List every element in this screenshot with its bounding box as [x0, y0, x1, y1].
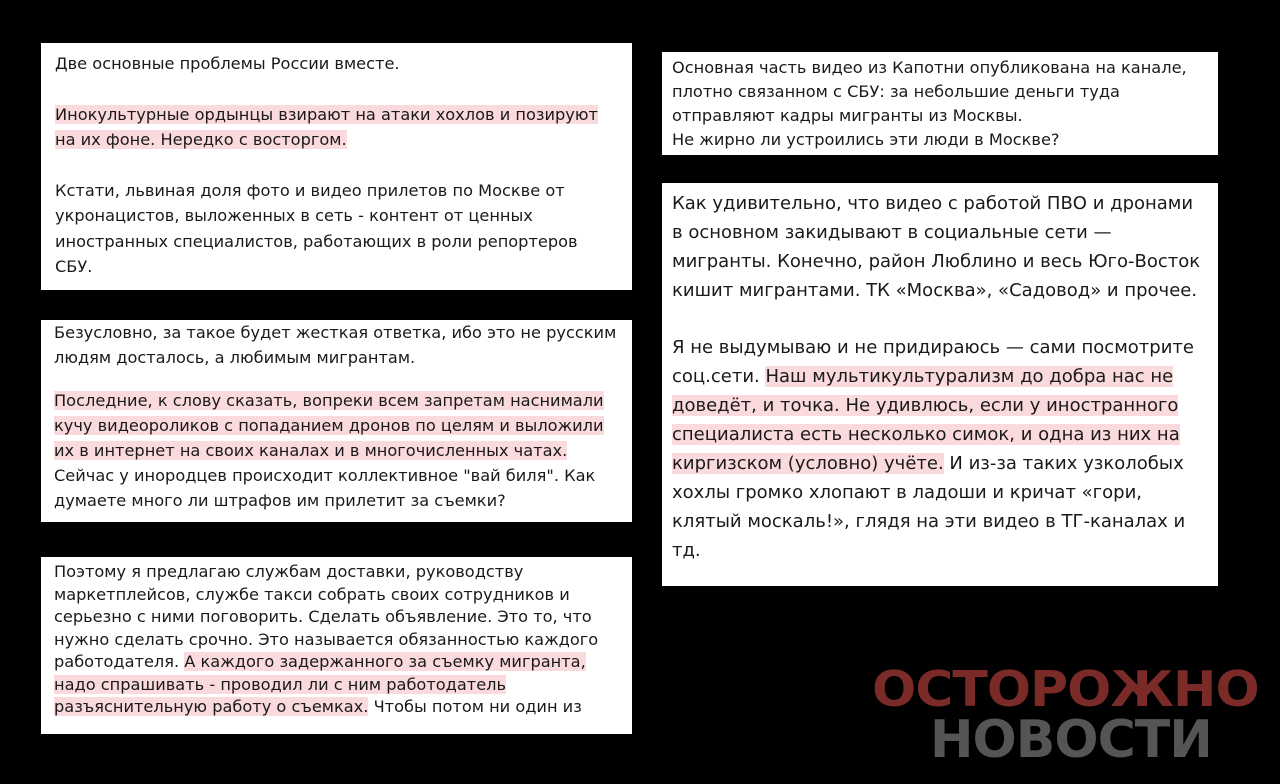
post-text-start: Поэтому я предлагаю службам доставки, руководству маркетплейсов, службе такси собрать своих сотрудников и серьезно с ними поговорить. Сделать объявление. Это то, что нужно сделать срочно. Это называется обязанностью каждого работодателя. [54, 562, 599, 671]
post-text: Как удивительно, что видео с работой ПВО и дронами в основном закидывают в социальные сети — мигранты. Конечно, район Люблино и весь Юго-Восток кишит мигрантами. ТК «Москва», «Садовод» и прочее. [672, 193, 1201, 301]
post-text [672, 333, 1208, 565]
logo-line-1: ОСТОРОЖНО [872, 661, 1259, 719]
post-text: Две основные проблемы России вместе. [55, 54, 400, 73]
highlight-text: Наш мультикультурализм до добра нас не доведёт, и точка. Не удивлюсь, если у иностранного специалиста есть несколько симок, и одна из них на киргизском (условно) учёте. [672, 366, 1180, 474]
post-text: Основная часть видео из Капотни опубликована на канале, плотно связанном с СБУ: за небольшие деньги туда отправляют кадры мигранты из Москвы. Не жирно ли устроились эти люди в Москве? [672, 58, 1187, 149]
post-text [54, 388, 619, 513]
post-text [54, 561, 619, 719]
post-card-2 [41, 320, 632, 522]
post-card-5 [662, 183, 1218, 586]
highlight-text: Инокультурные ордынцы взирают на атаки хохлов и позируют на их фоне. Нередко с восторгом. [55, 104, 598, 149]
post-text: Кстати, львиная доля фото и видео прилетов по Москве от укронацистов, выложенных в сеть - контент от ценных иностранных специалистов, работающих в роли репортеров СБУ. [55, 180, 578, 276]
logo-line-2: НОВОСТИ [930, 710, 1212, 770]
post-text-tail: Сейчас у инородцев происходит коллективное "вай биля". Как думаете много ли штрафов им прилетит за съемки? [54, 466, 596, 510]
post-text-tail: И из-за таких узколобых хохлы громко хлопают в ладоши и кричат «гори, клятый москаль!», глядя на эти видео в ТГ-каналах и тд. [672, 453, 1186, 561]
post-text [55, 102, 618, 153]
post-card-1 [41, 43, 632, 290]
post-card-3 [41, 557, 632, 734]
post-text-start: Я не выдумываю и не придираюсь — сами посмотрите соц.сети. [672, 337, 1194, 387]
brand-logo [872, 661, 1259, 772]
post-card-4 [662, 52, 1218, 155]
post-text: Безусловно, за такое будет жесткая ответка, ибо это не русским людям досталось, а любимым мигрантам. [54, 323, 617, 367]
post-text-tail: Чтобы потом ни один из [368, 697, 582, 716]
highlight-text: А каждого задержанного за съемку мигранта, надо спрашивать - проводил ли с ним работодатель разъяснительную работу о съемках. [54, 652, 586, 716]
highlight-text: Последние, к слову сказать, вопреки всем запретам наснимали кучу видеороликов с попаданием дронов по целям и выложили их в интернет на своих каналах и в многочисленных чатах. [54, 391, 604, 460]
